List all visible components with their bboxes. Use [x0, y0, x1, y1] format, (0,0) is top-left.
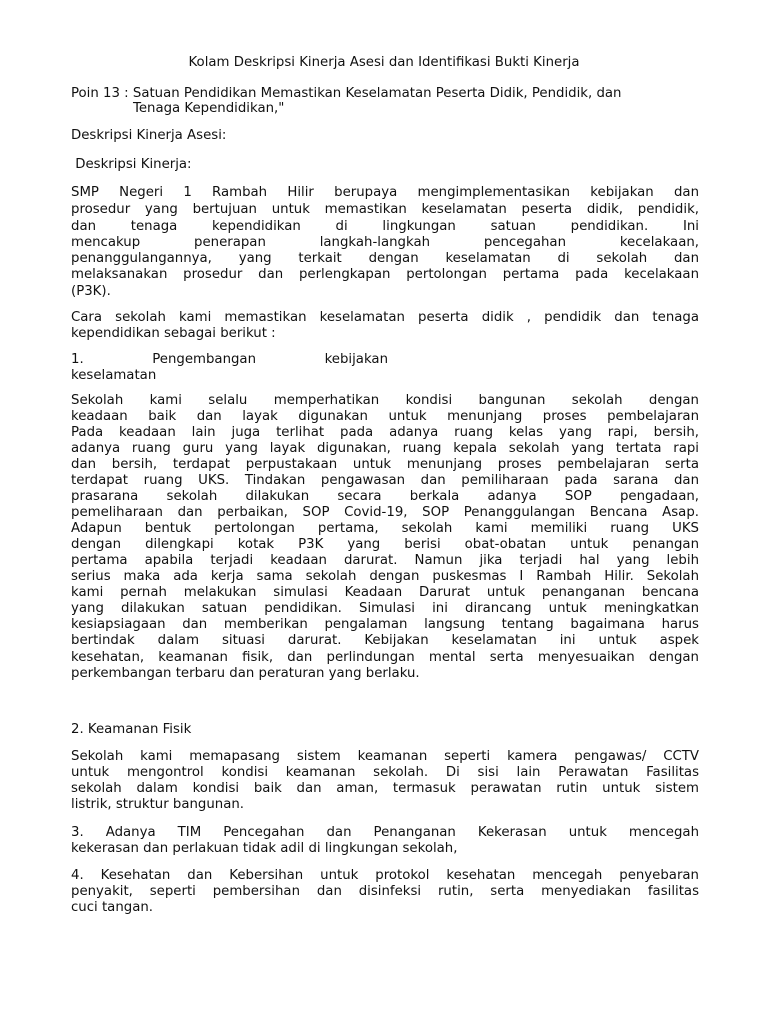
document-title: Kolam Deskripsi Kinerja Asesi dan Identifikasi Bukti Kinerja [188, 55, 580, 70]
point1-line: adanya ruang guru yang layak digunakan, ruang kepala sekolah yang tertata rapi [71, 441, 699, 456]
intro-line: (P3K). [71, 284, 111, 299]
point4-line: penyakit, seperti pembersihan dan disinfeksi rutin, serta menyediakan fasilitas [71, 884, 699, 899]
point1-line: yang dilakukan satuan pendidikan. Simulasi ini dirancang untuk meningkatkan [71, 601, 699, 616]
intro-line: SMP Negeri 1 Rambah Hilir berupaya mengimplementasikan kebijakan dan [71, 185, 699, 200]
point1-heading: 1. Pengembangan kebijakan [71, 352, 388, 367]
point1-line: terdapat ruang UKS. Tindakan pengawasan dan pemiliharaan pada sarana dan [71, 473, 699, 488]
point1-heading-cont: keselamatan [71, 368, 157, 383]
intro-line: dan tenaga kependidikan di lingkungan satuan pendidikan. Ini [71, 219, 699, 234]
intro-line: melaksanakan prosedur dan perlengkapan pertolongan pertama pada kecelakaan [71, 267, 699, 282]
point1-line: perkembangan terbaru dan peraturan yang berlaku. [71, 666, 420, 681]
intro-line: mencakup penerapan langkah-langkah pencegahan kecelakaan, [71, 235, 699, 250]
point1-line: pemeliharaan dan perbaikan, SOP Covid-19, SOP Penanggulangan Bencana Asap. [71, 505, 699, 520]
point1-line: keadaan baik dan layak digunakan untuk menunjang proses pembelajaran [71, 409, 699, 424]
point1-line: Pada keadaan lain juga terlihat pada adanya ruang kelas yang rapi, bersih, [71, 425, 699, 440]
cara-line: Cara sekolah kami memastikan keselamatan peserta didik , pendidik dan tenaga [71, 310, 699, 325]
point1-line: Adapun bentuk pertolongan pertama, sekolah kami memiliki ruang UKS [71, 521, 699, 536]
point1-line: kesiapsiagaan dan memberikan pengalaman langsung tentang bagaimana harus [71, 617, 699, 632]
point4-line: cuci tangan. [71, 900, 154, 915]
point1-line: prasarana sekolah dilakukan secara berkala adanya SOP pengadaan, [71, 489, 699, 504]
point1-line: kesehatan, keamanan fisik, dan perlindungan mental serta menyesuaikan dengan [71, 650, 699, 665]
point2-line: Sekolah kami memapasang sistem keamanan seperti kamera pengawas/ CCTV [71, 749, 699, 764]
intro-line: prosedur yang bertujuan untuk memastikan keselamatan peserta didik, pendidik, [71, 202, 699, 217]
point1-line: serius maka ada kerja sama sekolah dengan puskesmas I Rambah Hilir. Sekolah [71, 569, 699, 584]
point2-line: untuk mengontrol kondisi keamanan sekolah. Di sisi lain Perawatan Fasilitas [71, 765, 699, 780]
point3-line: kekerasan dan perlakuan tidak adil di lingkungan sekolah, [71, 841, 458, 856]
poin-line-2: Tenaga Kependidikan," [133, 101, 285, 116]
point2-line: sekolah dalam kondisi baik dan aman, termasuk perawatan rutin untuk sistem [71, 781, 699, 796]
point2-heading: 2. Keamanan Fisik [71, 722, 192, 737]
cara-line: kependidikan sebagai berikut : [71, 326, 276, 341]
point1-line: dan bersih, terdapat perpustakaan untuk menunjang proses pembelajaran serta [71, 457, 699, 472]
heading-deskripsi-kinerja-asesi: Deskripsi Kinerja Asesi: [71, 128, 227, 143]
poin-line-1: Poin 13 : Satuan Pendidikan Memastikan Keselamatan Peserta Didik, Pendidik, dan [71, 86, 622, 101]
point1-line: kami pernah melakukan simulasi Keadaan Darurat untuk penanganan bencana [71, 585, 699, 600]
heading-deskripsi-kinerja: Deskripsi Kinerja: [71, 157, 192, 172]
point1-line: bertindak dalam situasi darurat. Kebijakan keselamatan ini untuk aspek [71, 633, 699, 648]
point1-line: dengan dilengkapi kotak P3K yang berisi obat-obatan untuk penangan [71, 537, 699, 552]
intro-line: penanggulangannya, yang terkait dengan keselamatan di sekolah dan [71, 251, 699, 266]
point3-line: 3. Adanya TIM Pencegahan dan Penanganan Kekerasan untuk mencegah [71, 825, 699, 840]
point4-line: 4. Kesehatan dan Kebersihan untuk protokol kesehatan mencegah penyebaran [71, 868, 699, 883]
point2-line: listrik, struktur bangunan. [71, 797, 245, 812]
point1-line: pertama apabila terjadi keadaan darurat. Namun jika terjadi hal yang lebih [71, 553, 699, 568]
point1-line: Sekolah kami selalu memperhatikan kondisi bangunan sekolah dengan [71, 393, 699, 408]
